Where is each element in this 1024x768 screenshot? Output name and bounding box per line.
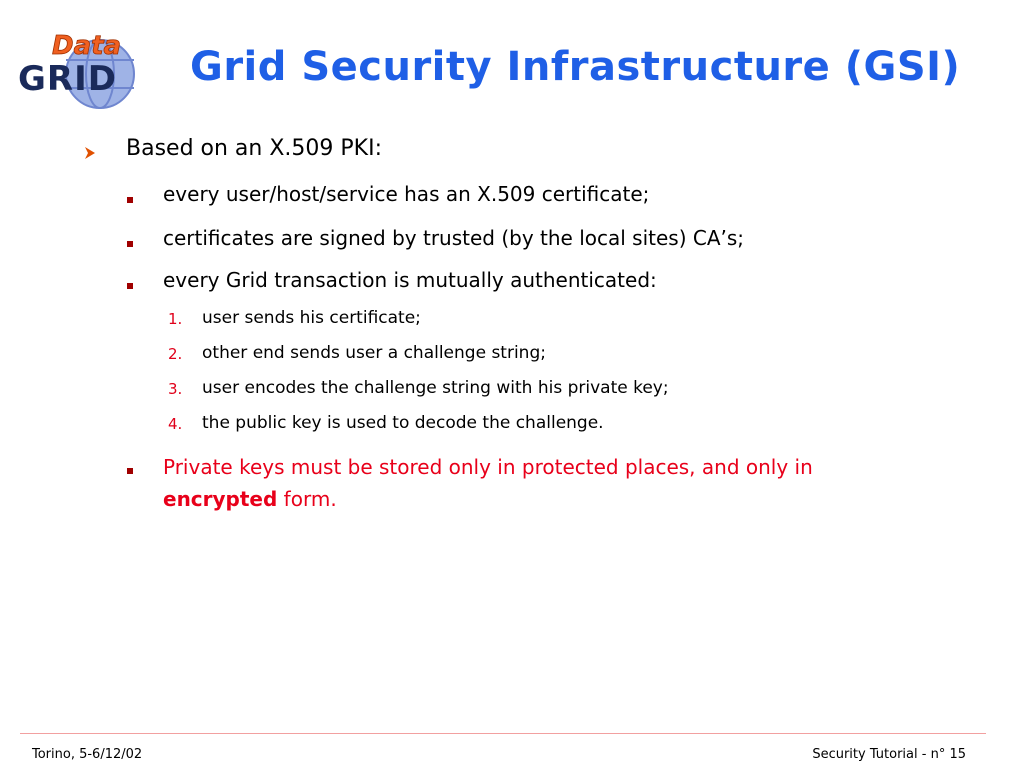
step-number: 2. [168,345,183,363]
step-item: user sends his certificate; [202,308,421,328]
step-item: other end sends user a challenge string; [202,343,546,363]
square-bullet-icon [127,197,133,203]
footer-rule [20,733,986,734]
footer-left: Torino, 5-6/12/02 [32,747,143,762]
slide-title: Grid Security Infrastructure (GSI) [190,44,961,90]
bullet-item: every user/host/service has an X.509 certificate; [163,182,650,206]
step-number: 3. [168,380,183,398]
datagrid-logo [16,30,156,112]
logo-grid-text: GRID [18,59,117,99]
arrow-bullet-icon [83,146,97,160]
warning-rest: form. [277,487,337,511]
logo-data-text: Data [52,31,122,61]
warning-line-1: Private keys must be stored only in protected places, and only in [163,455,813,479]
step-number: 4. [168,415,183,433]
warning-bold-word: encrypted [163,487,278,511]
square-bullet-icon [127,283,133,289]
step-item: the public key is used to decode the challenge. [202,413,604,433]
footer-right: Security Tutorial - n° 15 [812,747,966,762]
square-bullet-icon [127,468,133,474]
step-item: user encodes the challenge string with his private key; [202,378,669,398]
step-number: 1. [168,310,183,328]
bullet-item: every Grid transaction is mutually authenticated: [163,268,657,292]
square-bullet-icon [127,241,133,247]
level1-item: Based on an X.509 PKI: [126,136,382,161]
warning-line-2 [163,487,337,511]
bullet-item: certificates are signed by trusted (by the local sites) CA’s; [163,226,745,250]
